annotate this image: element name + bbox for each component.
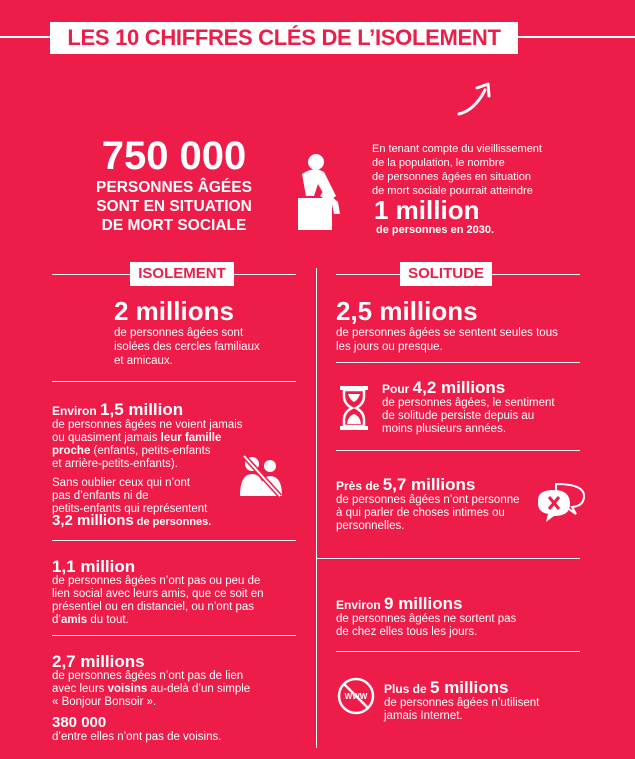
hourglass-icon [338,386,370,430]
solitude-2-line-3: moins plusieurs années. [382,423,507,435]
hero-line-2: SONT EN SITUATION [96,198,252,215]
isolement-2-pre: Environ [52,404,101,418]
solitude-3-line-1: de personnes âgées n’ont personne [336,494,520,506]
isolement-rule-left [52,274,132,275]
isolement-2-line-2b: leur famille [160,432,222,444]
solitude-5-pre: Plus de [384,682,431,696]
isolement-3-line-4b: amis [60,614,88,626]
isolement-2-line-5: Sans oublier ceux qui n’ont [52,477,191,489]
solitude-2-line-2: de solitude persiste depuis au [382,410,535,422]
isolement-2-num2: 3,2 millions [52,512,134,529]
hero-line-1: PERSONNES ÂGÉES [96,179,252,196]
solitude-divider-3 [316,558,580,559]
isolement-4-num2: 380 000 [52,714,107,731]
title-rule-left [0,36,50,38]
isolement-3-line-2: lien social avec leurs amis, que ce soit en [52,588,264,600]
isolement-2-line-3b: (enfants, petits-enfants [90,445,211,457]
isolement-2-line-3 [52,445,211,459]
solitude-4-number: 9 millions [384,594,463,613]
isolement-3-line-4a: d’ [52,614,61,626]
isolement-divider-2 [52,540,296,541]
projection-text-1: En tenant compte du vieillissement [372,143,542,155]
solitude-5-heading [384,678,508,698]
solitude-4-pre: Environ [336,598,385,612]
solitude-4-heading [336,594,462,614]
isolement-4-line-2b: voisins [107,683,148,695]
solitude-3-line-3: personnelles. [336,520,405,532]
isolement-2-tail2: de personnes. [133,516,212,528]
isolement-4-line-1: de personnes âgées n’ont pas de lien [52,670,244,682]
solitude-1-line-2: les jours ou presque. [336,341,443,353]
solitude-2-number: 4,2 millions [412,378,506,397]
isolement-2-line-7: petits-enfants qui représentent [52,503,208,515]
solitude-3-pre: Près de [336,479,383,493]
isolement-divider-1 [52,381,296,382]
solitude-4-line-1: de personnes âgées ne sortent pas [336,613,517,625]
isolement-3-number: 1,1 million [52,557,136,576]
www-label: WWW [344,692,368,701]
solitude-3-heading [336,475,475,495]
no-internet-icon [336,676,376,716]
isolement-3-line-4c: du tout. [87,614,129,626]
isolement-1-line-2: isolées des cercles familiaux [114,341,260,353]
isolement-4-line-2c: au-delà d’un simple [147,683,251,695]
isolement-2-line-2a: ou quasiment jamais [52,432,161,444]
projection-number: 1 million [374,195,480,225]
column-divider [316,268,317,748]
solitude-divider-1 [336,362,580,363]
projection-tail: de personnes en 2030. [376,224,494,236]
solitude-5-line-1: de personnes âgées n’utilisent [384,697,540,709]
solitude-divider-4 [336,651,580,652]
solitude-3-line-2: à qui parler de choses intimes ou [336,507,505,519]
isolement-4-line-3: « Bonjour Bonsoir ». [52,696,157,708]
isolement-divider-3 [52,635,296,636]
isolement-2-tail [52,512,211,530]
solitude-5-line-2: jamais Internet. [384,710,463,722]
chat-bubbles-icon [536,482,586,524]
isolement-2-line-1: de personnes âgées ne voient jamais [52,419,243,431]
isolement-1-line-1: de personnes âgées sont [114,327,244,339]
isolement-3-line-4 [52,614,129,628]
isolement-rule-right [234,274,296,275]
projection-text-3: de personnes âgées en situation [372,171,532,183]
solitude-divider-2 [336,450,580,451]
isolement-2-line-6: pas d’enfants ni de [52,490,149,502]
solitude-1-number: 2,5 millions [336,296,478,326]
solitude-3-number: 5,7 millions [382,475,476,494]
hero-line-3: DE MORT SOCIALE [101,217,247,234]
isolement-4-number: 2,7 millions [52,652,145,671]
page-title: LES 10 CHIFFRES CLÉS DE L’ISOLEMENT [50,22,518,54]
isolement-2-number: 1,5 million [100,400,184,419]
isolement-2-line-3a: proche [52,445,91,457]
isolement-4-line-4: d’entre elles n’ont pas de voisins. [52,731,222,743]
solitude-2-line-1: de personnes âgées, le sentiment [382,397,555,409]
no-family-icon [236,452,288,500]
solitude-4-line-2: de chez elles tous les jours. [336,626,478,638]
solitude-5-number: 5 millions [430,678,509,697]
isolement-4-line-2a: avec leurs [52,683,108,695]
isolement-heading: ISOLEMENT [130,262,234,286]
isolement-4-line-2 [52,683,250,697]
solitude-2-heading [382,378,505,398]
hero-number: 750 000 [101,134,247,178]
solitude-2-pre: Pour [382,382,413,396]
isolement-2-line-2 [52,432,221,446]
isolement-2-heading [52,400,183,420]
trend-arrow-icon [455,80,495,118]
solitude-rule-left [336,274,400,275]
projection-text-4: de mort sociale pourrait atteindre [372,185,533,197]
isolement-3-line-3: présentiel ou en distanciel, ou n’ont pas [52,601,255,613]
isolement-1-line-3: et amicaux. [114,355,173,367]
projection-text-2: de la population, le nombre [372,157,505,169]
isolement-3-line-1: de personnes âgées n’ont pas ou peu de [52,575,261,587]
solitude-1-line-1: de personnes âgées se sentent seules tous [336,327,558,339]
title-rule-right [518,36,635,38]
solitude-rule-right [492,274,580,275]
solitude-heading: SOLITUDE [400,262,492,286]
sad-person-icon [288,152,348,232]
isolement-2-line-4: et arrière-petits-enfants). [52,458,178,470]
isolement-1-number: 2 millions [114,296,234,326]
